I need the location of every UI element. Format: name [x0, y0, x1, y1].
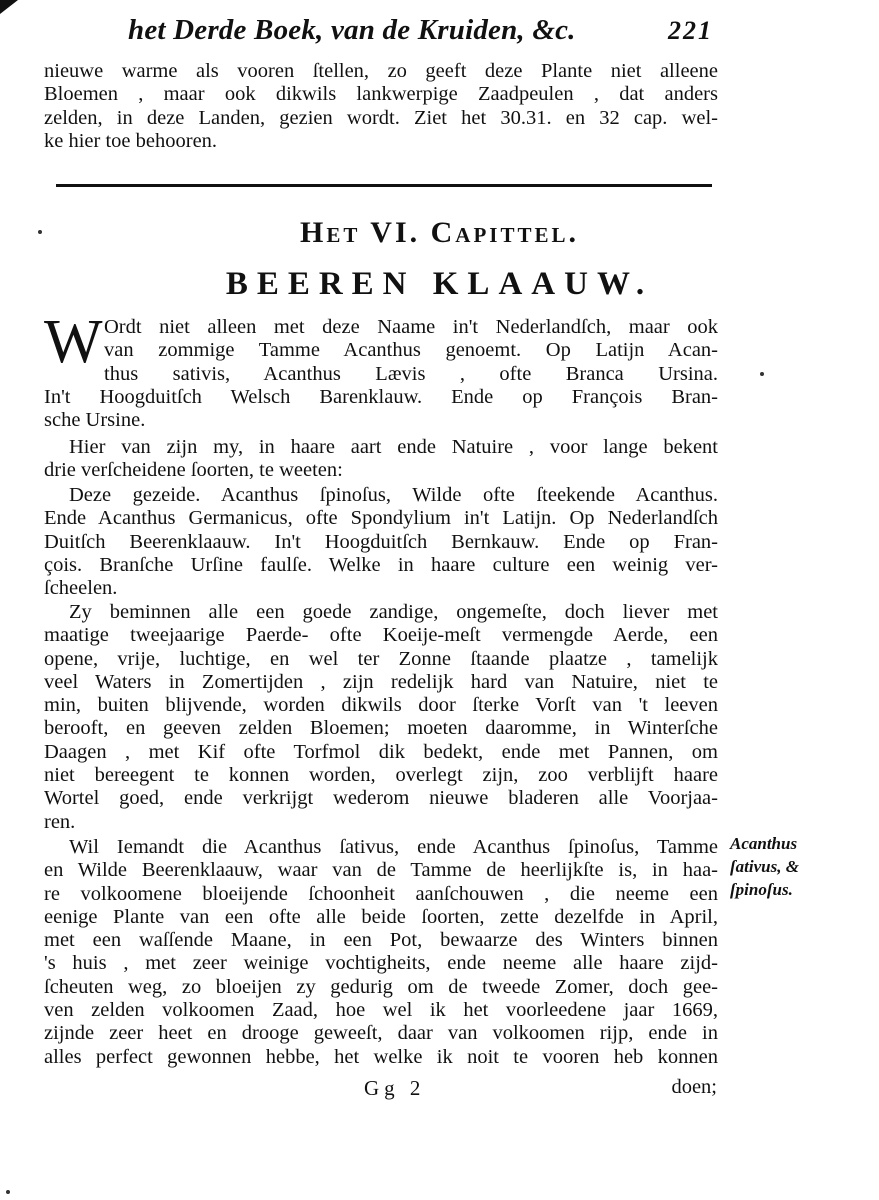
text-line: ſcheelen. [44, 577, 118, 600]
chapter-heading: Het VI. Capittel. [299, 216, 579, 249]
text-line: ke hier toe behooren. [44, 129, 218, 152]
running-head-title: het Derde Boek, van de Kruiden, &c. [128, 14, 576, 46]
text-line: ren. [44, 810, 76, 833]
text-line: met een waſſende Maane, in een Pot, bewaarze des Winters binnen [44, 929, 718, 952]
catchword: doen; [671, 1076, 717, 1098]
text-line: min, buiten blijvende, worden dikwils door ſterke Vorſt van 't leeven [44, 694, 718, 717]
running-head [128, 14, 713, 50]
text-line: ſcheuten weg, zo bloeijen zy gedurig om de tweede Zomer, doch gee- [44, 975, 718, 998]
text-line: maatige tweejaarige Paerde- ofte Koeije-meſt vermengde Aerde, een [44, 624, 718, 647]
cultivation-paragraph [44, 601, 718, 834]
signature-mark: Gg 2 [364, 1076, 426, 1100]
margin-note-line: ſativus, & [730, 857, 799, 876]
text-line: eenige Plante van een ofte alle beide ſoorten, zette dezelfde in April, [44, 905, 718, 928]
continuation-paragraph [44, 60, 718, 153]
text-line: Ende Acanthus Germanicus, ofte Spondylium in't Latijn. Op Nederlandſch [44, 507, 718, 530]
intro-paragraph [44, 316, 718, 432]
drop-cap: W [44, 308, 103, 376]
text-line: zijnde zeer heet en drooge geweeſt, daar van volkoomen rijp, ende in [44, 1022, 718, 1045]
ink-speck [38, 230, 42, 234]
text-line: zelden, in deze Landen, gezien wordt. Ziet het 30.31. en 32 cap. wel- [44, 106, 718, 129]
text-line: opene, vrije, luchtige, en wel ter Zonne ſtaande plaatze , tamelijk [44, 647, 718, 670]
text-line: en Wilde Beerenklaauw, waar van de Tamme de heerlijkſte is, in haa- [44, 859, 718, 882]
text-line: In't Hoogduitſch Welsch Barenklauw. Ende op François Bran- [44, 385, 718, 408]
text-line: thus sativis, Acanthus Lævis , ofte Branca Ursina. [104, 362, 718, 385]
text-line: Duitſch Beerenklaauw. In't Hoogduitſch Bernkauw. Ende op Fran- [44, 530, 718, 553]
ink-speck [760, 372, 764, 376]
species-paragraph [44, 484, 718, 600]
text-line: re volkoomene bloeijende ſchoonheit aanſchouwen , die neeme een [44, 882, 718, 905]
text-line: Zy beminnen alle een goede zandige, ongemeſte, doch liever met [69, 601, 718, 623]
margin-note-line: Acanthus [730, 834, 798, 853]
corner-mark [0, 0, 18, 14]
text-line: veel Waters in Zomertijden , zijn redelijk hard van Natuire, niet te [44, 670, 718, 693]
text-line: Wortel goed, ende verkrijgt wederom nieuwe bladeren alle Voorjaa- [44, 787, 718, 810]
text-line: ven zelden volkoomen Zaad, hoe wel ik het voorleedene jaar 1669, [44, 999, 718, 1022]
plant-title: BEEREN KLAAUW. [225, 266, 654, 302]
text-line: 's huis , met zeer weinige vochtigheits, ende neeme alle haare zijd- [44, 952, 718, 975]
text-line: Hier van zijn my, in haare aart ende Natuire , voor lange bekent [69, 436, 718, 458]
text-line: drie verſcheidene ſoorten, te weeten: [44, 459, 343, 482]
text-line: nieuwe warme als vooren ſtellen, zo geeft deze Plante niet alleene [44, 60, 718, 82]
varieties-paragraph [44, 436, 718, 483]
text-line: Ordt niet alleen met deze Naame in't Nederlandſch, maar ook [104, 316, 718, 338]
page-number: 221 [668, 16, 713, 45]
text-line: van zommige Tamme Acanthus genoemt. Op Latijn Acan- [104, 339, 718, 362]
margin-note-line: ſpinoſus. [730, 880, 793, 899]
text-line: sche Ursine. [44, 409, 146, 432]
section-rule [56, 184, 712, 187]
text-line: alles perfect gewonnen hebbe, het welke ik noit te vooren heb konnen [44, 1045, 718, 1068]
margin-note [730, 832, 840, 901]
ink-speck [6, 1190, 10, 1194]
text-line: Daagen , met Kif ofte Torfmol dik bedekt, ende met Pannen, om [44, 740, 718, 763]
text-line: Wil Iemandt die Acanthus ſativus, ende Acanthus ſpinoſus, Tamme [69, 836, 718, 858]
flowering-paragraph [44, 836, 718, 1069]
text-line: berooft, en geeven zelden Bloemen; moeten daaromme, in Winterſche [44, 717, 718, 740]
text-line: çois. Branſche Urſine faulſe. Welke in haare culture een weinig ver- [44, 553, 718, 576]
text-line: niet bereegent te konnen worden, overlegt zijn, zoo verblijft haare [44, 764, 718, 787]
text-line: Bloemen , maar ook dikwils lankwerpige Zaadpeulen , dat anders [44, 83, 718, 106]
text-line: Deze gezeide. Acanthus ſpinoſus, Wilde ofte ſteekende Acanthus. [69, 484, 718, 506]
